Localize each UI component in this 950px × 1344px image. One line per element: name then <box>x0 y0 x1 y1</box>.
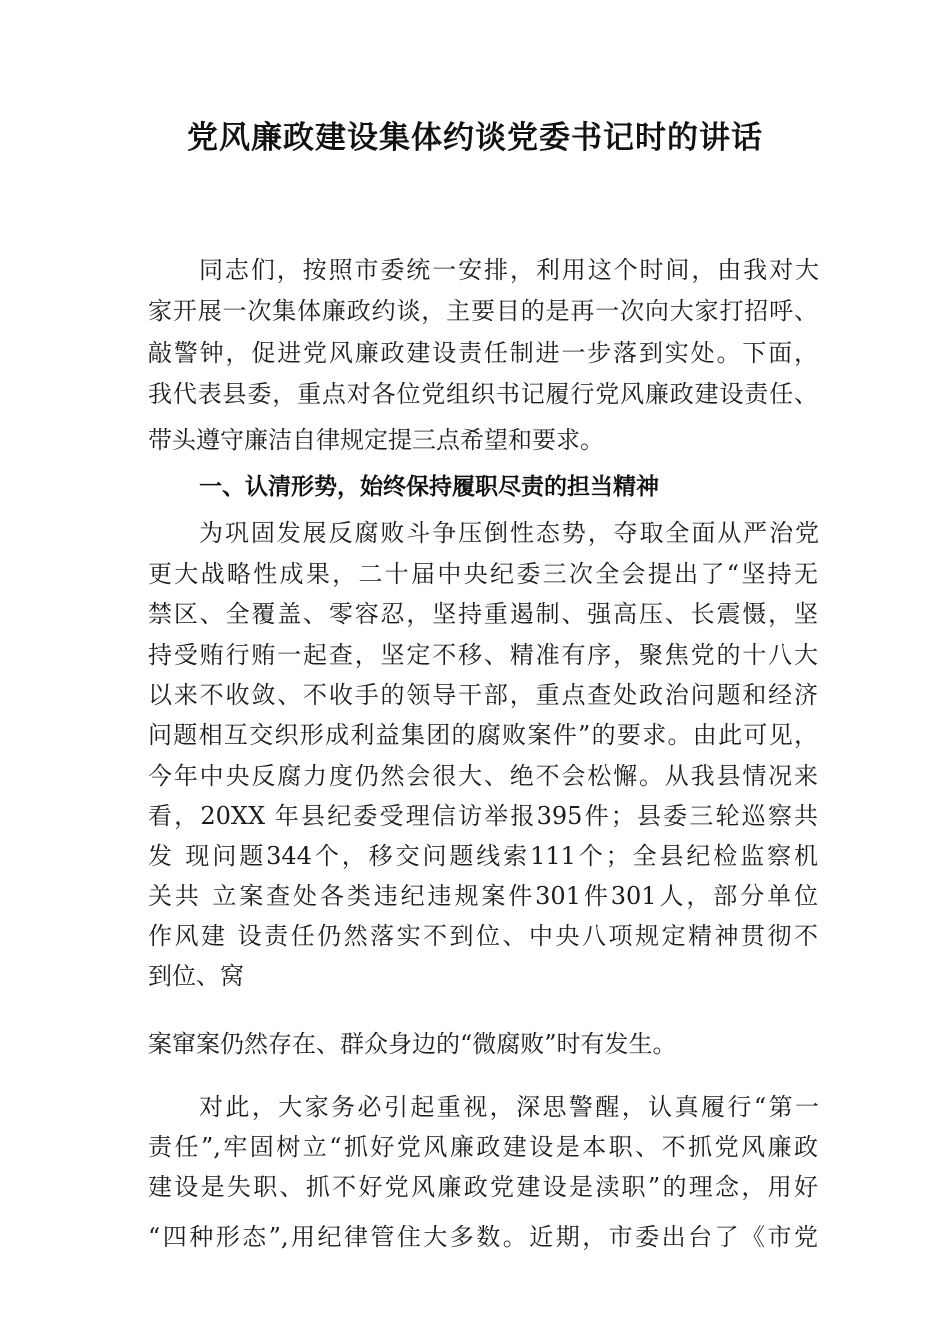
para1-tail: 案窜案仍然存在、群众身边的“微腐败”时有发生。 <box>148 1030 677 1058</box>
para2-line-1: 对此，大家务必引起重视，深思警醒，认真履行“第一 <box>199 1093 819 1121</box>
intro-line-2: 家开展一次集体廉政约谈，主要目的是再一次向大家打招呼、 <box>148 297 818 325</box>
para1-line-3: 禁区、全覆盖、零容忍，坚持重遏制、强高压、长震慑，坚 <box>148 600 818 628</box>
para1-line-10: 关共 立案查处各类违纪违规案件301件301人，部分单位 <box>148 882 818 910</box>
para1-line-4: 持受贿行贿一起查，坚定不移、精准有序，聚焦党的十八大 <box>148 641 818 669</box>
para1-line-7: 今年中央反腐力度仍然会很大、绝不会松懈。从我县情况来 <box>148 762 818 790</box>
para1-line-8: 看，20XX 年县纪委受理信访举报395件；县委三轮巡察共 <box>148 802 818 830</box>
para2-line-3: 建设是失职、抓不好党风廉政党建设是渎职”的理念，用好 <box>148 1173 818 1201</box>
para1-line-2: 更大战略性成果，二十届中央纪委三次全会提出了“坚持无 <box>148 560 818 588</box>
para2-line-2: 责任”,牢固树立“抓好党风廉政建设是本职、不抓党风廉政 <box>148 1133 818 1161</box>
para1-line-6: 问题相互交织形成利益集团的腐败案件”的要求。由此可见， <box>148 721 818 749</box>
intro-line-1: 同志们，按照市委统一安排，利用这个时间，由我对大 <box>199 256 819 284</box>
intro-line-3: 敲警钟，促进党风廉政建设责任制进一步落到实处。下面， <box>148 339 818 367</box>
intro-line-4: 我代表县委，重点对各位党组织书记履行党风廉政建设责任、 <box>148 380 818 408</box>
para2-line-4: “四种形态”,用纪律管住大多数。近期，市委出台了《市党 <box>148 1223 818 1251</box>
para1-line-9: 发 现问题344个，移交问题线索111个；全县纪检监察机 <box>148 842 818 870</box>
para1-line-12: 到位、窝 <box>148 962 244 990</box>
document-title: 党风廉政建设集体约谈党委书记时的讲话 <box>187 120 763 156</box>
para1-line-11: 作风建 设责任仍然落实不到位、中央八项规定精神贯彻不 <box>148 922 818 950</box>
para1-line-5: 以来不收敛、不收手的领导干部，重点查处政治问题和经济 <box>148 681 818 709</box>
intro-line-5: 带头遵守廉洁自律规定提三点希望和要求。 <box>148 426 604 454</box>
section-heading-1: 一、认清形势，始终保持履职尽责的担当精神 <box>199 474 659 500</box>
para1-line-1: 为巩固发展反腐败斗争压倒性态势，夺取全面从严治党 <box>199 519 819 547</box>
